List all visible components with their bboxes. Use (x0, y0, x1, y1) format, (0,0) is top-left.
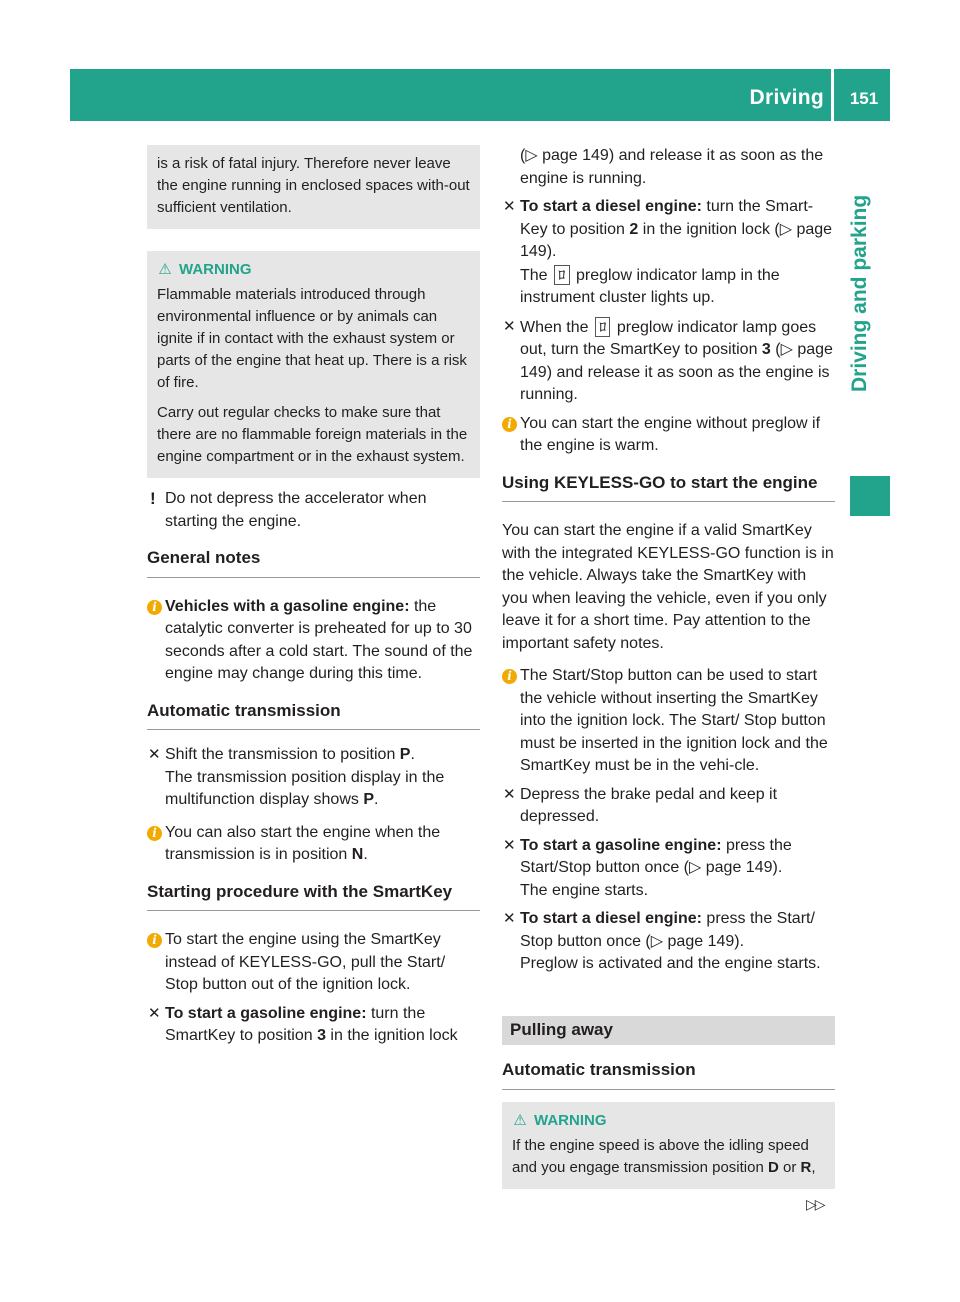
step-item: ✕ To start a diesel engine: turn the Smart-Key to position 2 in the ignition lock (▷ page 149). The ﾛ preglow indicator lamp in the instrument cluster lights up. (503, 198, 833, 306)
left-column (147, 145, 480, 1048)
warning-box (147, 251, 480, 478)
page-ref-arrow-icon: ▷ (689, 859, 702, 876)
warning-text: is a risk of fatal injury. Therefore never leave the engine running in enclosed spaces with-out sufficient ventilation. (157, 155, 470, 216)
warning-paragraph: Flammable materials introduced through environmental influence or by animals can ignite if in contact with the exhaust system or parts of the engine that heat up. There is a risk of fire. (157, 286, 467, 391)
section-heading: General notes (147, 547, 480, 578)
info-icon: i (147, 600, 162, 615)
info-item: i Vehicles with a gasoline engine: the catalytic converter is preheated for up to 30 seconds after a cold start. The sound of the engine may change during this time. (147, 596, 480, 686)
header-separator (831, 69, 834, 121)
right-column (502, 145, 835, 1189)
preglow-indicator-icon: ﾛ (554, 265, 570, 285)
info-icon: i (502, 417, 517, 432)
info-item: i The Start/Stop button can be used to start the vehicle without inserting the SmartKey into the ignition lock. The Start/ Stop button must be inserted in the ignition lock and the SmartKey must be in the vehi-cle. (502, 665, 835, 778)
exclamation-icon: ! (150, 489, 156, 508)
step-arrow-icon: ✕ (503, 836, 516, 854)
section-heading: Automatic transmission (502, 1059, 835, 1090)
step-item: ✕ When the ﾛ preglow indicator lamp goes out, turn the SmartKey to position 3 (▷ page 149) and release it as soon as the engine is running. (503, 317, 833, 403)
page-ref-arrow-icon: ▷ (525, 147, 538, 164)
step-item: ✕ Shift the transmission to position P. The transmission position display in the multifunction display shows P. (148, 746, 445, 808)
section-heading: Using KEYLESS-GO to start the engine (502, 472, 835, 503)
body-paragraph: You can start the engine if a valid SmartKey with the integrated KEYLESS-GO function is in the vehicle. Always take the SmartKey with you when leaving the vehicle, even if you only leave it for a short time. Pay attention to the important safety notes. (502, 522, 834, 652)
note-item: ! Do not depress the accelerator when starting the engine. (150, 489, 427, 530)
page-title: Driving (749, 86, 824, 109)
warning-paragraph: Carry out regular checks to make sure that there are no flammable foreign materials in the engine compartment or in the exhaust system. (157, 404, 468, 465)
warning-triangle-icon: ⚠ (513, 1111, 527, 1129)
info-item: i You can start the engine without preglow if the engine is warm. (502, 413, 835, 458)
step-item: ✕ To start a gasoline engine: press the Start/Stop button once (▷ page 149). The engine starts. (503, 836, 792, 899)
page-number: 151 (849, 89, 879, 108)
step-continuation: (▷ page 149) and release it as soon as the engine is running. (520, 147, 824, 187)
warning-paragraph: If the engine speed is above the idling speed and you engage transmission position D or R, (512, 1136, 816, 1176)
section-bar-heading: Pulling away (502, 1016, 835, 1046)
warning-triangle-icon: ⚠ (158, 261, 172, 278)
warning-heading: ⚠ WARNING (512, 1110, 825, 1132)
warning-continuation-box (147, 145, 480, 229)
step-item: ✕ Depress the brake pedal and keep it depressed. (503, 785, 778, 825)
page-ref-arrow-icon: ▷ (780, 341, 793, 358)
step-arrow-icon: ✕ (503, 785, 516, 803)
page-ref-arrow-icon: ▷ (650, 932, 664, 950)
section-heading: Automatic transmission (147, 700, 480, 731)
info-item: i You can also start the engine when the transmission is in position N. (147, 822, 480, 867)
step-arrow-icon: ✕ (503, 910, 516, 927)
step-item: ✕ To start a gasoline engine: turn the SmartKey to position 3 in the ignition lock (148, 1004, 458, 1044)
info-item: i To start the engine using the SmartKey instead of KEYLESS-GO, pull the Start/ Stop button out of the ignition lock. (147, 929, 480, 997)
warning-box (502, 1102, 835, 1189)
info-icon: i (147, 933, 162, 948)
step-arrow-icon: ✕ (503, 198, 516, 215)
step-arrow-icon: ✕ (503, 317, 516, 335)
page-ref-arrow-icon: ▷ (779, 220, 793, 238)
continue-marker-icon: ▷▷ (806, 1196, 824, 1212)
side-tab-marker (850, 476, 890, 516)
step-arrow-icon: ✕ (148, 1004, 161, 1022)
section-heading: Starting procedure with the SmartKey (147, 881, 480, 912)
info-icon: i (147, 826, 162, 841)
step-item: ✕ To start a diesel engine: press the Start/ Stop button once (▷ page 149). Preglow is activated and the engine starts. (503, 910, 821, 972)
info-icon: i (502, 669, 517, 684)
side-tab-label: Driving and parking (848, 194, 871, 392)
preglow-indicator-icon: ﾛ (595, 317, 611, 337)
step-arrow-icon: ✕ (148, 746, 161, 763)
warning-heading: ⚠ WARNING (157, 259, 470, 281)
